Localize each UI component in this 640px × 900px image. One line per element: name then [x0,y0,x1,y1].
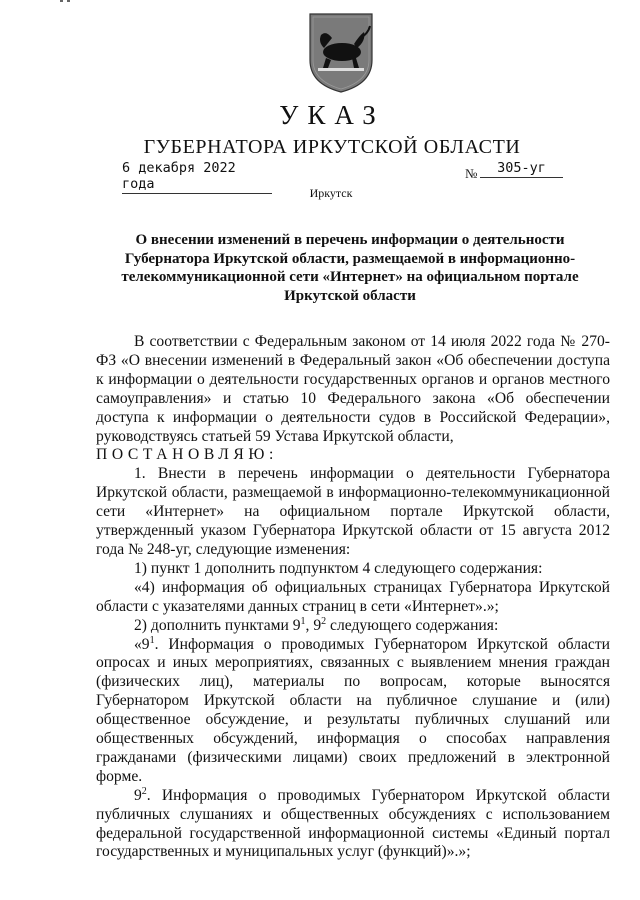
subitem-2-part: , 9 [305,616,322,634]
subitem-2 [96,617,610,636]
document-body [96,333,610,862]
document-date: 6 декабря 2022 года [122,160,272,194]
issuer-title: ГУБЕРНАТОРА ИРКУТСКОЙ ОБЛАСТИ [143,136,521,158]
city: Иркутск [309,186,353,200]
irkutsk-coat-of-arms-icon [304,8,378,94]
document-type-title: УКАЗ [279,100,385,130]
document-heading [110,231,590,305]
document-number: 305-уг [480,160,563,178]
superscript: 2 [141,785,147,797]
heading-line: О внесении изменений в перечень информации о деятельности [135,232,565,248]
heading-line: Иркутской области [284,287,416,304]
subitem-1: 1) пункт 1 дополнить подпунктом 4 следующего содержания: [134,559,543,577]
paragraph-9-1 [96,636,610,787]
paragraph-text: . Информация о проводимых Губернатором Иркутской области публичных слушаниях и общественных обсуждениях с использованием федеральной государственной информационной системы «Единый портал государственных и муниципальных услуг (функций)».»; [96,786,610,861]
paragraph-number: «9 [134,635,150,653]
heading-line: телекоммуникационной сети «Интернет» на официальном портале [121,269,579,285]
subitem-2-part: 2) дополнить пунктами 9 [134,616,301,634]
subitem-2-part: следующего содержания: [326,616,499,634]
superscript: 2 [321,615,327,627]
preamble: В соответствии с Федеральным законом от 14 июля 2022 года № 270-ФЗ «О внесении изменений в Федеральный закон «Об обеспечении доступа к информации о деятельности государственных органов и органов местного самоуправления» и статью 10 Федерального закона «Об обеспечении доступа к информации о деятельности судов в Российской Федерации», руководствуясь статьей 59 Устава Иркутской области, [96,333,610,445]
superscript: 1 [300,615,306,627]
scan-artifact [60,0,72,4]
paragraph-text: . Информация о проводимых Губернатором Иркутской области опросах и иных мероприятиях, связанных с выявлением мнения граждан (физических лиц), материалы по вопросам, которые выносятся Губернатором Иркутской области на публичное слушание и (или) общественное обсуждение, и результаты публичных слушаний или общественных обсуждений, информация о способах направления гражданами (физическими лицами) своих предложений в электронной форме. [96,635,610,785]
decree-word: ПОСТАНОВЛЯЮ: [96,446,278,464]
superscript: 1 [149,634,155,646]
paragraph-number: 9 [134,786,142,804]
subitem-1-text: «4) информация об официальных страницах Губернатора Иркутской области с указателями данных страниц в сети «Интернет».»; [96,578,610,615]
item-1: 1. Внести в перечень информации о деятельности Губернатора Иркутской области, размещаемой в информационно-телекоммуникационной сети «Интернет» на официальном портале Иркутской области, утвержденный указом Губернатора Иркутской области от 15 августа 2012 года № 248-уг, следующие изменения: [96,465,610,558]
heading-line: Губернатора Иркутской области, размещаемой в информационно- [124,250,576,267]
paragraph-9-2 [96,787,610,863]
number-label: № [465,166,478,181]
